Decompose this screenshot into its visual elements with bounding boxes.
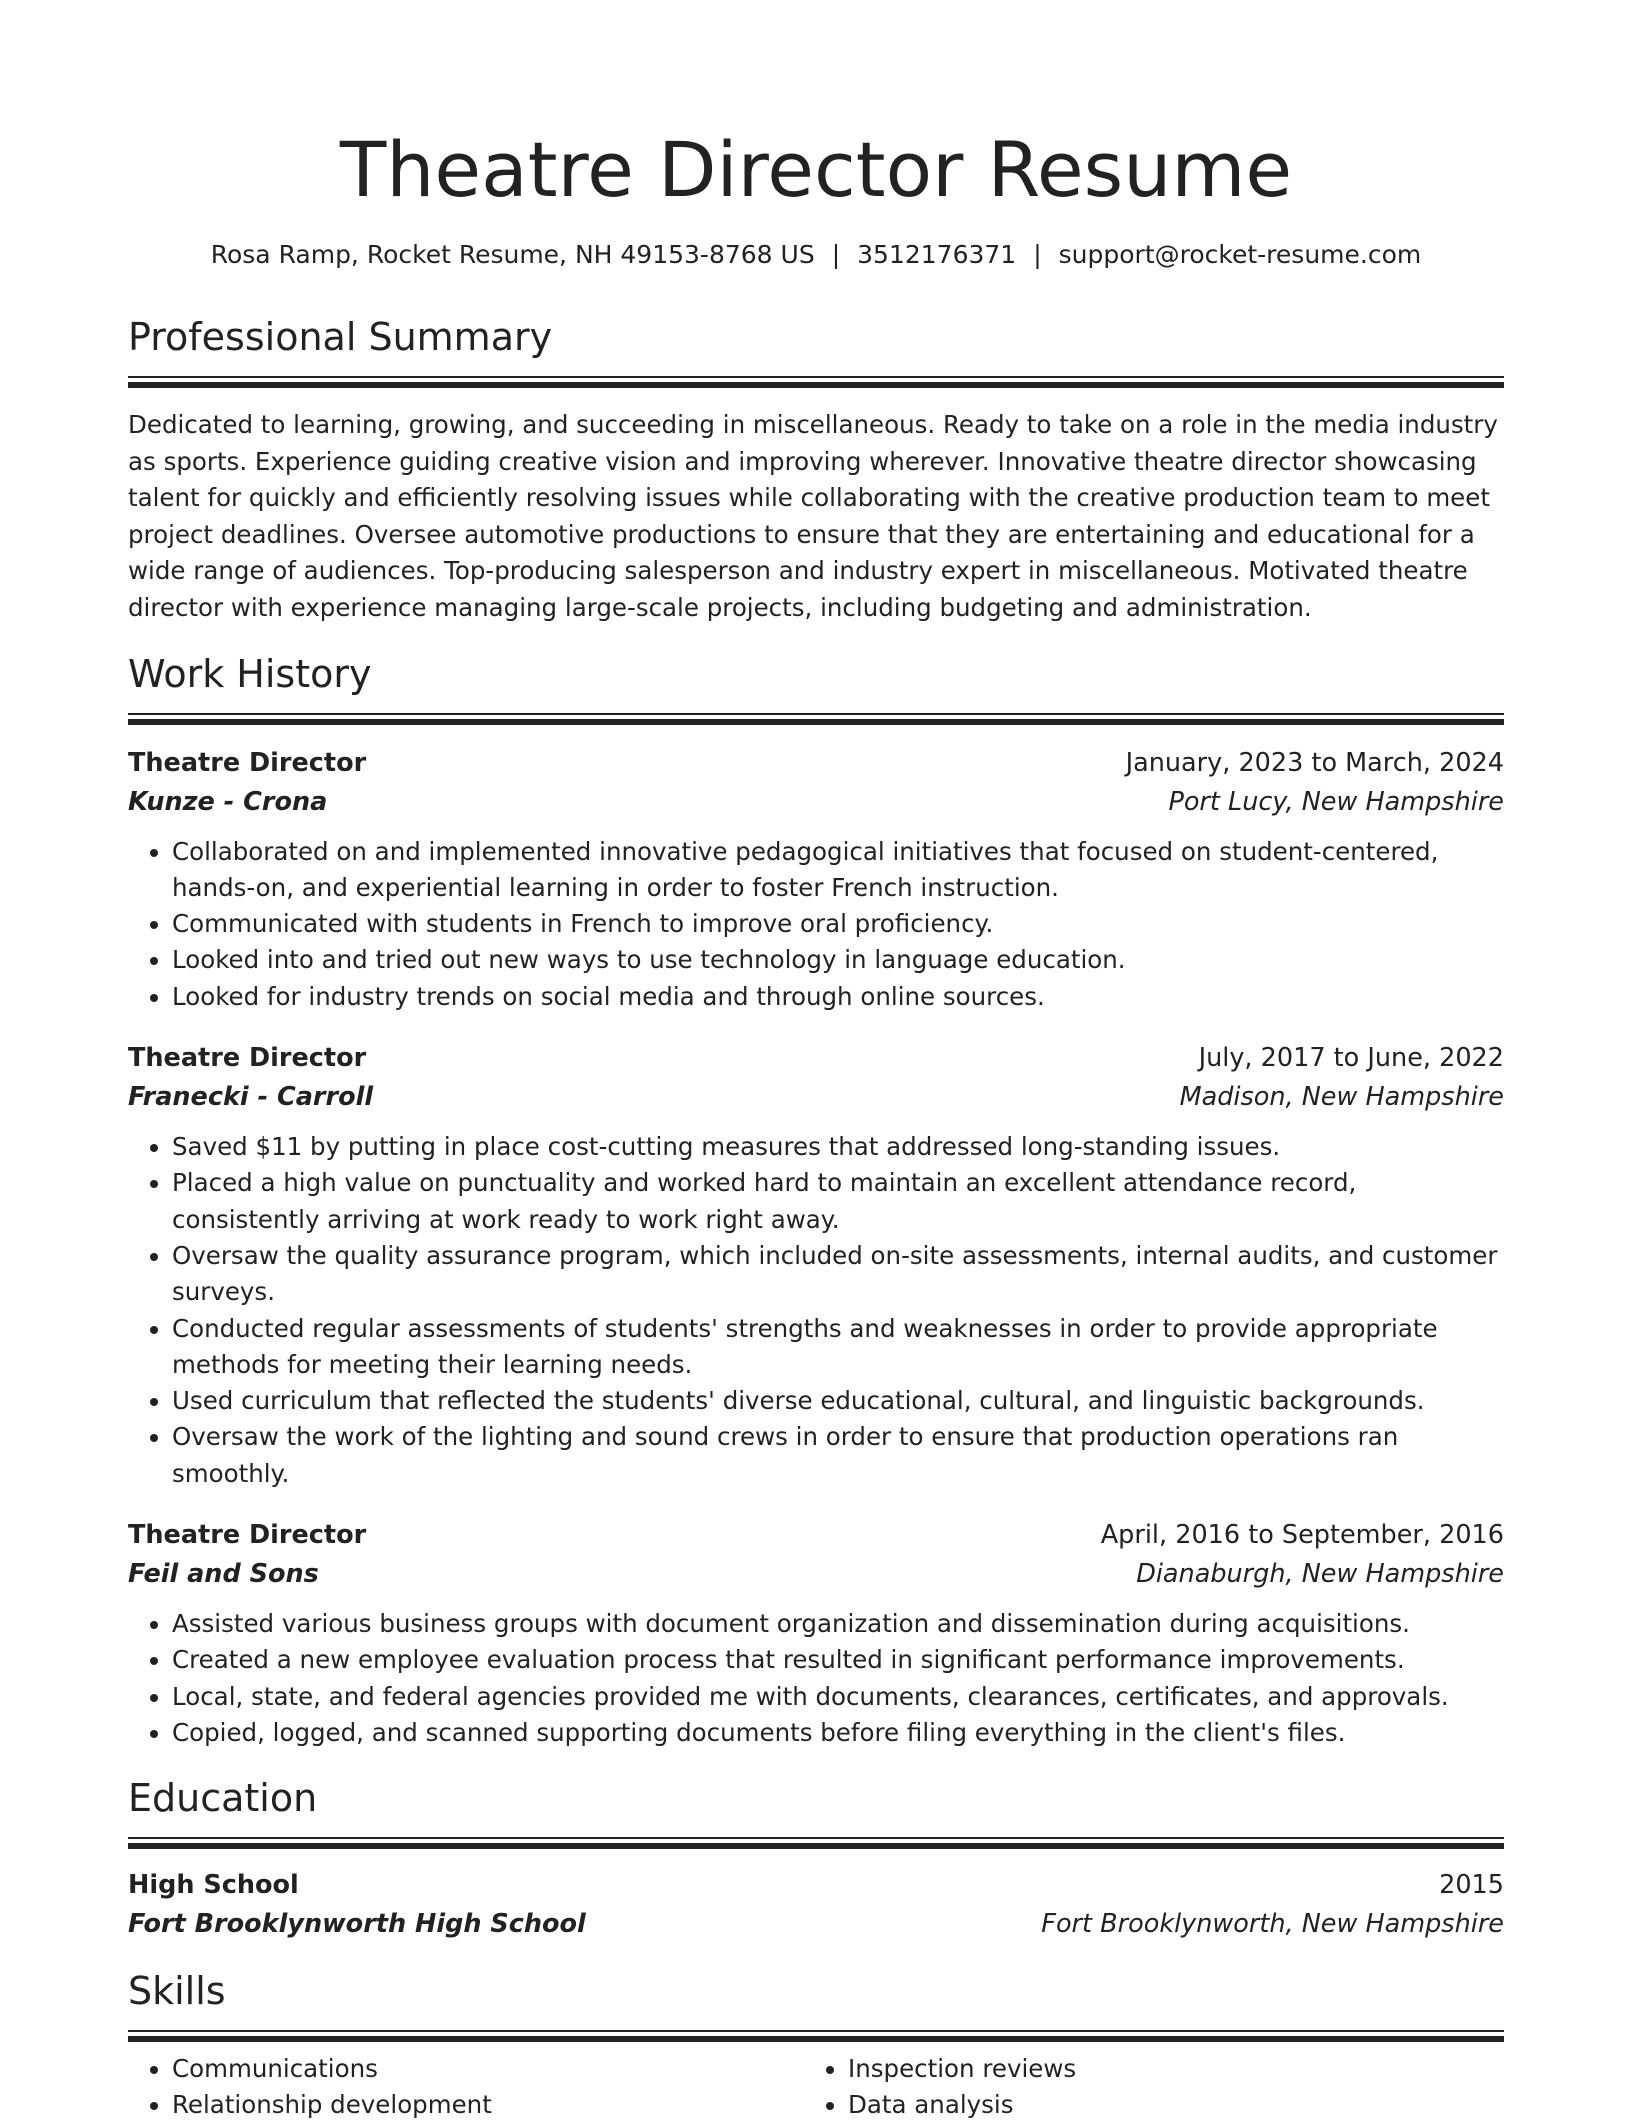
section-heading-work-history: Work History xyxy=(128,651,372,696)
contact-email: support@rocket-resume.com xyxy=(1058,240,1422,269)
job-company: Kunze - Crona xyxy=(128,786,328,817)
skill-item: • Data analysis xyxy=(848,2087,1480,2123)
contact-separator: | xyxy=(831,240,841,269)
skill-item: • Relationship development xyxy=(172,2087,804,2123)
section-heading-summary: Professional Summary xyxy=(128,315,553,359)
contact-line xyxy=(128,238,1504,272)
job-location: Madison, New Hampshire xyxy=(1179,1082,1504,1113)
section-divider xyxy=(128,376,1504,387)
bullet-item: • Communicated with students in French to improve oral proficiency. xyxy=(172,906,1504,942)
contact-address: Rosa Ramp, Rocket Resume, NH 49153-8768 US xyxy=(210,240,815,269)
job-entry xyxy=(128,1516,1504,1751)
job-bullets xyxy=(128,1606,1504,1751)
resume-title: Theatre Director Resume xyxy=(339,125,1293,214)
skill-item: • Inspection reviews xyxy=(848,2051,1480,2087)
job-entry xyxy=(128,1039,1504,1492)
skill-item: • Communications xyxy=(172,2051,804,2087)
contact-phone: 3512176371 xyxy=(857,240,1017,269)
contact-separator: | xyxy=(1033,240,1042,269)
job-title: Theatre Director xyxy=(128,1520,367,1551)
resume-page xyxy=(128,0,1504,2123)
education-section xyxy=(128,1773,1504,1944)
education-location: Fort Brooklynworth, New Hampshire xyxy=(1041,1909,1504,1940)
job-company: Feil and Sons xyxy=(128,1559,319,1590)
bullet-item: • Oversaw the quality assurance program, which included on-site assessments, internal audits, and customer surveys. xyxy=(172,1238,1504,1311)
section-heading-skills: Skills xyxy=(128,1969,226,2014)
job-bullets xyxy=(128,834,1504,1015)
bullet-item: • Looked for industry trends on social media and through online sources. xyxy=(172,979,1504,1015)
bullet-item: • Copied, logged, and scanned supporting documents before filing everything in the client's files. xyxy=(172,1715,1504,1751)
bullet-item: • Created a new employee evaluation process that resulted in significant performance improvements. xyxy=(172,1642,1504,1678)
job-location: Dianaburgh, New Hampshire xyxy=(1136,1559,1504,1590)
bullet-item: • Local, state, and federal agencies provided me with documents, clearances, certificates, and approvals. xyxy=(172,1679,1504,1715)
education-school: Fort Brooklynworth High School xyxy=(128,1909,586,1940)
skills-column-left xyxy=(128,2051,804,2123)
education-degree: High School xyxy=(128,1870,299,1901)
skills-list xyxy=(128,2051,1504,2123)
job-location: Port Lucy, New Hampshire xyxy=(1168,786,1504,817)
summary-section xyxy=(128,312,1504,627)
section-divider xyxy=(128,1837,1504,1848)
job-dates: April, 2016 to September, 2016 xyxy=(1100,1520,1504,1551)
bullet-item: • Conducted regular assessments of students' strengths and weaknesses in order to provide appropriate methods for meeting their learning needs. xyxy=(172,1311,1504,1384)
skills-section xyxy=(128,1966,1504,2123)
job-dates: January, 2023 to March, 2024 xyxy=(1125,747,1504,778)
job-title: Theatre Director xyxy=(128,747,367,778)
bullet-item: • Assisted various business groups with document organization and dissemination during acquisitions. xyxy=(172,1606,1504,1642)
bullet-item: • Used curriculum that reflected the students' diverse educational, cultural, and linguistic backgrounds. xyxy=(172,1383,1504,1419)
job-title: Theatre Director xyxy=(128,1043,367,1074)
section-divider xyxy=(128,713,1504,724)
bullet-item: • Saved $11 by putting in place cost-cutting measures that addressed long-standing issues. xyxy=(172,1129,1504,1165)
education-year: 2015 xyxy=(1439,1870,1504,1901)
section-heading-education: Education xyxy=(128,1776,318,1821)
work-history-section xyxy=(128,649,1504,1752)
job-entry xyxy=(128,744,1504,1015)
bullet-item: • Placed a high value on punctuality and worked hard to maintain an excellent attendance record, consistently arriving at work ready to work right away. xyxy=(172,1165,1504,1238)
education-entry xyxy=(128,1866,1504,1944)
section-divider xyxy=(128,2030,1504,2041)
bullet-item: • Collaborated on and implemented innovative pedagogical initiatives that focused on student-centered, hands-on, and experiential learning in order to foster French instruction. xyxy=(172,834,1504,907)
bullet-item: • Oversaw the work of the lighting and sound crews in order to ensure that production operations ran smoothly. xyxy=(172,1419,1504,1492)
skills-column-right xyxy=(804,2051,1480,2123)
job-dates: July, 2017 to June, 2022 xyxy=(1198,1043,1504,1074)
job-company: Franecki - Carroll xyxy=(128,1082,374,1113)
bullet-item: • Looked into and tried out new ways to use technology in language education. xyxy=(172,942,1504,978)
summary-text: Dedicated to learning, growing, and succeeding in miscellaneous. Ready to take on a role in the media industry as sports. Experience guiding creative vision and improving wherever. Innovative theatre director showcasing talent for quickly and efficiently resolving issues while collaborating with the creative production team to meet project deadlines. Oversee automotive productions to ensure that they are entertaining and educational for a wide range of audiences. Top-producing salesperson and industry expert in miscellaneous. Motivated theatre director with experience managing large-scale projects, including budgeting and administration. xyxy=(128,410,1498,622)
job-bullets xyxy=(128,1129,1504,1492)
